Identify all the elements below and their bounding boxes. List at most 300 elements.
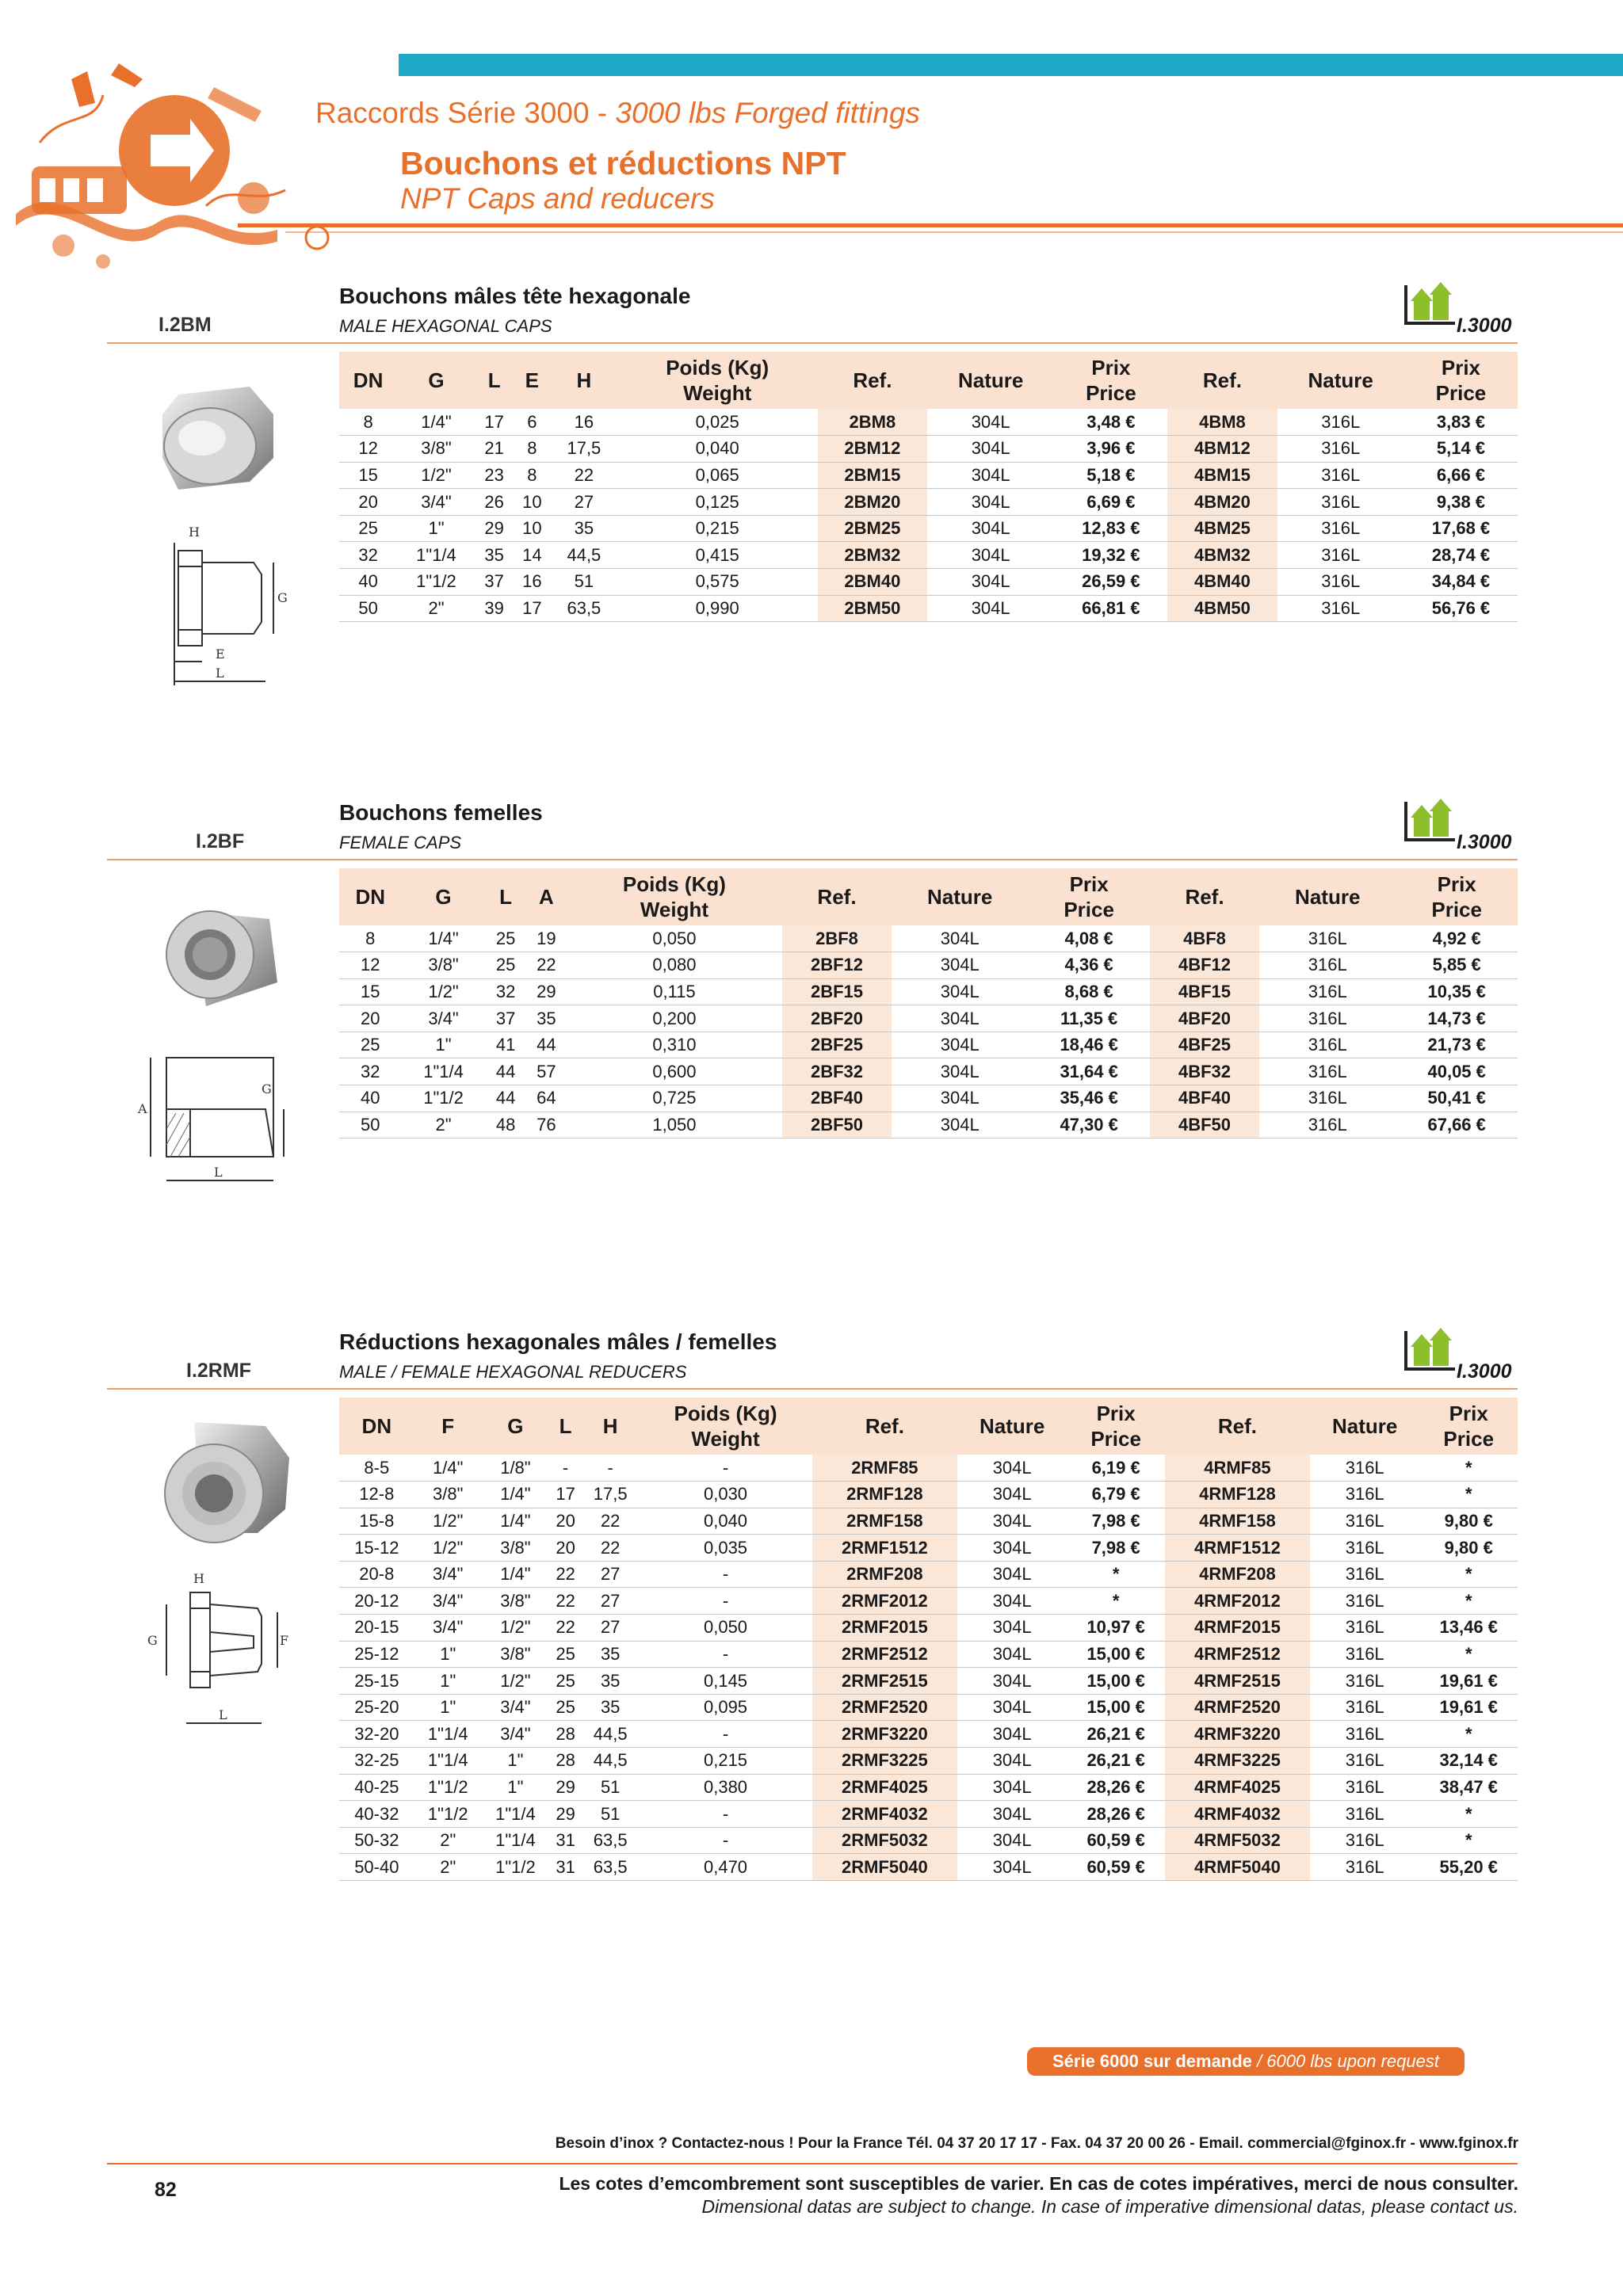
table-cell: 22 bbox=[582, 1508, 639, 1535]
footer-rule bbox=[107, 2163, 1518, 2164]
table-cell: 25 bbox=[486, 952, 526, 979]
table-cell: 2RMF5040 bbox=[812, 1854, 957, 1881]
table-cell: 22 bbox=[526, 952, 567, 979]
dim-label-g: G bbox=[277, 590, 288, 605]
table-cell: 29 bbox=[549, 1801, 582, 1828]
table-cell: 3/8" bbox=[482, 1641, 549, 1668]
table-cell: 4,92 € bbox=[1396, 925, 1518, 952]
table-cell: 2BM12 bbox=[818, 436, 927, 463]
table-cell: 28,26 € bbox=[1067, 1774, 1164, 1801]
column-header: G bbox=[397, 352, 475, 409]
table-cell: 0,040 bbox=[617, 436, 818, 463]
table-cell: 41 bbox=[486, 1032, 526, 1058]
table-cell: 25 bbox=[549, 1668, 582, 1695]
dim-label-l: L bbox=[216, 666, 224, 681]
table-cell: 304L bbox=[957, 1455, 1067, 1482]
table-cell: 4BF50 bbox=[1150, 1112, 1259, 1138]
reducer-photo bbox=[155, 1414, 293, 1553]
table-cell: 15-12 bbox=[339, 1535, 414, 1562]
table-cell: 47,30 € bbox=[1028, 1112, 1150, 1138]
dim-label-g: G bbox=[262, 1081, 272, 1097]
column-header: Prix Price bbox=[1028, 868, 1150, 925]
table-cell: 38,47 € bbox=[1419, 1774, 1518, 1801]
table-cell: 316L bbox=[1310, 1561, 1420, 1588]
table-cell: 6,66 € bbox=[1404, 462, 1518, 489]
table-cell: 4BM25 bbox=[1167, 515, 1277, 542]
table-cell: 40,05 € bbox=[1396, 1058, 1518, 1085]
table-cell: 316L bbox=[1310, 1482, 1420, 1508]
table-cell: 2RMF2520 bbox=[812, 1694, 957, 1721]
table-cell: 304L bbox=[957, 1535, 1067, 1562]
table-cell: 22 bbox=[551, 462, 617, 489]
table-header-row bbox=[339, 868, 1518, 925]
table-cell: - bbox=[639, 1455, 812, 1482]
table-cell: 40-25 bbox=[339, 1774, 414, 1801]
table-row bbox=[339, 1005, 1518, 1032]
table-cell: 5,18 € bbox=[1054, 462, 1167, 489]
table-row bbox=[339, 1641, 1518, 1668]
table-cell: 8 bbox=[339, 925, 402, 952]
table-header-row bbox=[339, 1398, 1518, 1455]
table-cell: 0,125 bbox=[617, 489, 818, 516]
table-cell: 2RMF3225 bbox=[812, 1748, 957, 1775]
table-cell: 316L bbox=[1259, 1058, 1396, 1085]
table-cell: 316L bbox=[1259, 952, 1396, 979]
table-cell: 2BF12 bbox=[782, 952, 892, 979]
table-cell: 21 bbox=[475, 436, 514, 463]
table-cell: 55,20 € bbox=[1419, 1854, 1518, 1881]
reducer-drawing bbox=[143, 1569, 289, 1739]
table-cell: 304L bbox=[957, 1801, 1067, 1828]
table-cell: 304L bbox=[957, 1588, 1067, 1615]
table-row bbox=[339, 1774, 1518, 1801]
table-cell: 50 bbox=[339, 595, 397, 622]
table-cell: 304L bbox=[957, 1774, 1067, 1801]
table-cell: 4BM20 bbox=[1167, 489, 1277, 516]
table-cell: 16 bbox=[551, 409, 617, 436]
table-cell: 15,00 € bbox=[1067, 1668, 1164, 1695]
table-cell: 1"1/4 bbox=[414, 1748, 482, 1775]
table-cell: 6,79 € bbox=[1067, 1482, 1164, 1508]
column-header: Nature bbox=[892, 868, 1028, 925]
table-cell: 0,575 bbox=[617, 569, 818, 596]
table-cell: 60,59 € bbox=[1067, 1854, 1164, 1881]
section-title: Bouchons mâles tête hexagonale bbox=[339, 284, 691, 308]
table-cell: 316L bbox=[1259, 1112, 1396, 1138]
table-cell: 2RMF2512 bbox=[812, 1641, 957, 1668]
table-cell: 51 bbox=[582, 1774, 639, 1801]
table-cell: 6 bbox=[513, 409, 551, 436]
table-cell: 0,415 bbox=[617, 542, 818, 569]
table-cell: 10 bbox=[513, 515, 551, 542]
table-cell: 4BF40 bbox=[1150, 1085, 1259, 1112]
table-cell: 40-32 bbox=[339, 1801, 414, 1828]
table-cell: 44 bbox=[486, 1058, 526, 1085]
table-cell: 316L bbox=[1310, 1641, 1420, 1668]
dim-label-a: A bbox=[138, 1101, 147, 1116]
table-cell: 20 bbox=[549, 1535, 582, 1562]
table-cell: 29 bbox=[475, 515, 514, 542]
column-header: Ref. bbox=[1165, 1398, 1310, 1455]
table-cell: * bbox=[1067, 1588, 1164, 1615]
table-cell: 1/2" bbox=[482, 1615, 549, 1642]
table-cell: 0,030 bbox=[639, 1482, 812, 1508]
section-rule bbox=[107, 1388, 1518, 1390]
table-cell: 316L bbox=[1310, 1535, 1420, 1562]
column-header: Poids (Kg) Weight bbox=[567, 868, 782, 925]
table-cell: * bbox=[1419, 1482, 1518, 1508]
table-cell: - bbox=[639, 1561, 812, 1588]
table-cell: 2RMF128 bbox=[812, 1482, 957, 1508]
table-header-row bbox=[339, 352, 1518, 409]
table-cell: 2BF20 bbox=[782, 1005, 892, 1032]
table-cell: 4RMF3220 bbox=[1165, 1721, 1310, 1748]
table-cell: - bbox=[639, 1721, 812, 1748]
table-cell: 17 bbox=[475, 409, 514, 436]
table-cell: 1" bbox=[414, 1668, 482, 1695]
table-cell: 4BM12 bbox=[1167, 436, 1277, 463]
table-cell: 316L bbox=[1259, 925, 1396, 952]
section-title: Bouchons femelles bbox=[339, 800, 543, 825]
table-cell: 304L bbox=[957, 1827, 1067, 1854]
table-cell: 1/2" bbox=[402, 978, 486, 1005]
header-color-bar bbox=[399, 54, 1623, 76]
table-cell: 25 bbox=[549, 1641, 582, 1668]
table-cell: 304L bbox=[927, 436, 1054, 463]
table-cell: 4BF8 bbox=[1150, 925, 1259, 952]
table-row bbox=[339, 1535, 1518, 1562]
column-header: DN bbox=[339, 352, 397, 409]
table-cell: 1"1/4 bbox=[397, 542, 475, 569]
table-cell: 316L bbox=[1259, 1085, 1396, 1112]
section-title: Réductions hexagonales mâles / femelles bbox=[339, 1329, 777, 1354]
table-cell: 2BF50 bbox=[782, 1112, 892, 1138]
table-cell: 1/2" bbox=[414, 1535, 482, 1562]
table-cell: 0,725 bbox=[567, 1085, 782, 1112]
table-cell: 1"1/4 bbox=[482, 1827, 549, 1854]
table-cell: 8 bbox=[339, 409, 397, 436]
table-cell: 22 bbox=[549, 1615, 582, 1642]
table-cell: 28 bbox=[549, 1721, 582, 1748]
table-cell: 19 bbox=[526, 925, 567, 952]
table-cell: 316L bbox=[1310, 1854, 1420, 1881]
table-cell: 3/4" bbox=[397, 489, 475, 516]
table-cell: 13,46 € bbox=[1419, 1615, 1518, 1642]
table-cell: 27 bbox=[551, 489, 617, 516]
table-cell: 316L bbox=[1310, 1615, 1420, 1642]
table-cell: 1/8" bbox=[482, 1455, 549, 1482]
table-cell: 3,48 € bbox=[1054, 409, 1167, 436]
table-cell: * bbox=[1419, 1455, 1518, 1482]
table-cell: 66,81 € bbox=[1054, 595, 1167, 622]
table-cell: 25 bbox=[486, 925, 526, 952]
table-cell: - bbox=[639, 1801, 812, 1828]
table-cell: 316L bbox=[1310, 1508, 1420, 1535]
table-cell: 1/4" bbox=[414, 1455, 482, 1482]
table-cell: 2" bbox=[414, 1827, 482, 1854]
table-cell: 0,040 bbox=[639, 1508, 812, 1535]
table-cell: 1/2" bbox=[482, 1668, 549, 1695]
table-cell: 76 bbox=[526, 1112, 567, 1138]
table-cell: 26,21 € bbox=[1067, 1748, 1164, 1775]
table-cell: 32,14 € bbox=[1419, 1748, 1518, 1775]
table-row bbox=[339, 1032, 1518, 1058]
male-cap-photo bbox=[155, 379, 281, 498]
table-cell: 304L bbox=[957, 1668, 1067, 1695]
table-cell: 2BF32 bbox=[782, 1058, 892, 1085]
column-header: L bbox=[475, 352, 514, 409]
table-cell: 0,470 bbox=[639, 1854, 812, 1881]
table-cell: 50-32 bbox=[339, 1827, 414, 1854]
table-cell: 2" bbox=[414, 1854, 482, 1881]
table-cell: 304L bbox=[957, 1615, 1067, 1642]
table-row bbox=[339, 1748, 1518, 1775]
table-cell: 12 bbox=[339, 952, 402, 979]
table-cell: 3/4" bbox=[414, 1561, 482, 1588]
table-cell: 0,145 bbox=[639, 1668, 812, 1695]
table-cell: 37 bbox=[486, 1005, 526, 1032]
table-row bbox=[339, 1482, 1518, 1508]
table-cell: 4RMF1512 bbox=[1165, 1535, 1310, 1562]
table-cell: 2RMF3220 bbox=[812, 1721, 957, 1748]
table-cell: 31 bbox=[549, 1827, 582, 1854]
table-cell: 27 bbox=[582, 1561, 639, 1588]
table-cell: 2BF15 bbox=[782, 978, 892, 1005]
table-cell: 51 bbox=[551, 569, 617, 596]
column-header: DN bbox=[339, 868, 402, 925]
dim-label-e: E bbox=[216, 646, 225, 662]
table-cell: 4BF32 bbox=[1150, 1058, 1259, 1085]
table-cell: 2BF8 bbox=[782, 925, 892, 952]
table-cell: 316L bbox=[1310, 1721, 1420, 1748]
table-row bbox=[339, 1827, 1518, 1854]
table-row bbox=[339, 462, 1518, 489]
table-cell: 50 bbox=[339, 1112, 402, 1138]
table-cell: 1" bbox=[482, 1774, 549, 1801]
table-cell: 25 bbox=[549, 1694, 582, 1721]
table-cell: 4RMF2520 bbox=[1165, 1694, 1310, 1721]
table-cell: 9,80 € bbox=[1419, 1535, 1518, 1562]
table-cell: 26,59 € bbox=[1054, 569, 1167, 596]
column-header: Prix Price bbox=[1054, 352, 1167, 409]
table-cell: 1" bbox=[414, 1694, 482, 1721]
table-cell: 35 bbox=[582, 1641, 639, 1668]
table-cell: 15,00 € bbox=[1067, 1694, 1164, 1721]
reducers-table bbox=[339, 1398, 1518, 1881]
column-header: Prix Price bbox=[1419, 1398, 1518, 1455]
table-cell: 35 bbox=[475, 542, 514, 569]
table-cell: 21,73 € bbox=[1396, 1032, 1518, 1058]
table-cell: 316L bbox=[1277, 542, 1404, 569]
table-cell: 29 bbox=[549, 1774, 582, 1801]
table-cell: 29 bbox=[526, 978, 567, 1005]
dim-label-h: H bbox=[189, 524, 200, 540]
table-cell: 67,66 € bbox=[1396, 1112, 1518, 1138]
table-cell: 4BM8 bbox=[1167, 409, 1277, 436]
column-header: Nature bbox=[1310, 1398, 1420, 1455]
table-cell: 2BM20 bbox=[818, 489, 927, 516]
table-cell: 2RMF1512 bbox=[812, 1535, 957, 1562]
table-cell: 4RMF2515 bbox=[1165, 1668, 1310, 1695]
table-cell: 316L bbox=[1310, 1694, 1420, 1721]
column-header: H bbox=[582, 1398, 639, 1455]
table-cell: 28,74 € bbox=[1404, 542, 1518, 569]
table-cell: 14,73 € bbox=[1396, 1005, 1518, 1032]
table-row bbox=[339, 1058, 1518, 1085]
table-cell: 8 bbox=[513, 436, 551, 463]
table-cell: 1,050 bbox=[567, 1112, 782, 1138]
table-cell: 1/4" bbox=[402, 925, 486, 952]
table-cell: 44 bbox=[526, 1032, 567, 1058]
table-cell: 15 bbox=[339, 462, 397, 489]
table-cell: 20-15 bbox=[339, 1615, 414, 1642]
table-cell: 16 bbox=[513, 569, 551, 596]
table-cell: 0,080 bbox=[567, 952, 782, 979]
table-cell: 35 bbox=[526, 1005, 567, 1032]
table-cell: 2RMF2012 bbox=[812, 1588, 957, 1615]
table-cell: 35,46 € bbox=[1028, 1085, 1150, 1112]
table-cell: 1/2" bbox=[397, 462, 475, 489]
table-cell: 0,215 bbox=[617, 515, 818, 542]
table-cell: 304L bbox=[892, 1058, 1028, 1085]
table-row bbox=[339, 1508, 1518, 1535]
table-cell: 11,35 € bbox=[1028, 1005, 1150, 1032]
table-cell: 304L bbox=[927, 409, 1054, 436]
table-cell: 44,5 bbox=[582, 1721, 639, 1748]
table-row bbox=[339, 1854, 1518, 1881]
table-cell: 316L bbox=[1277, 515, 1404, 542]
table-cell: 316L bbox=[1277, 409, 1404, 436]
table-cell: 0,310 bbox=[567, 1032, 782, 1058]
table-cell: 316L bbox=[1310, 1455, 1420, 1482]
column-header: Prix Price bbox=[1404, 352, 1518, 409]
table-cell: 35 bbox=[551, 515, 617, 542]
table-cell: 40 bbox=[339, 1085, 402, 1112]
table-cell: 25-15 bbox=[339, 1668, 414, 1695]
table-cell: 4BF15 bbox=[1150, 978, 1259, 1005]
section-code: I.2BM bbox=[158, 314, 212, 336]
column-header: Ref. bbox=[782, 868, 892, 925]
table-cell: 63,5 bbox=[551, 595, 617, 622]
table-cell: 304L bbox=[957, 1854, 1067, 1881]
table-cell: 3/8" bbox=[397, 436, 475, 463]
dim-label-h: H bbox=[193, 1571, 204, 1586]
table-cell: 1"1/2 bbox=[414, 1801, 482, 1828]
column-header: A bbox=[526, 868, 567, 925]
table-cell: 0,025 bbox=[617, 409, 818, 436]
section-rule bbox=[107, 859, 1518, 860]
table-cell: 2RMF208 bbox=[812, 1561, 957, 1588]
table-cell: 17,68 € bbox=[1404, 515, 1518, 542]
table-cell: 3/4" bbox=[482, 1694, 549, 1721]
table-cell: 4BM32 bbox=[1167, 542, 1277, 569]
table-cell: 304L bbox=[892, 978, 1028, 1005]
table-cell: 304L bbox=[957, 1721, 1067, 1748]
table-cell: * bbox=[1067, 1561, 1164, 1588]
table-cell: 4RMF2015 bbox=[1165, 1615, 1310, 1642]
table-cell: 304L bbox=[892, 952, 1028, 979]
table-row bbox=[339, 569, 1518, 596]
standard-label: I.3000 bbox=[1457, 831, 1512, 853]
header-decoration bbox=[16, 48, 388, 285]
table-cell: 6,19 € bbox=[1067, 1455, 1164, 1482]
table-cell: 7,98 € bbox=[1067, 1535, 1164, 1562]
female-caps-table bbox=[339, 868, 1518, 1138]
table-row bbox=[339, 978, 1518, 1005]
table-cell: 3/4" bbox=[414, 1615, 482, 1642]
table-cell: 3,96 € bbox=[1054, 436, 1167, 463]
table-cell: 316L bbox=[1259, 978, 1396, 1005]
table-cell: 304L bbox=[892, 1085, 1028, 1112]
table-cell: 1" bbox=[397, 515, 475, 542]
table-cell: 0,200 bbox=[567, 1005, 782, 1032]
table-cell: 4BM40 bbox=[1167, 569, 1277, 596]
table-cell: 1/4" bbox=[482, 1561, 549, 1588]
table-row bbox=[339, 1668, 1518, 1695]
table-cell: 40 bbox=[339, 569, 397, 596]
table-cell: 17,5 bbox=[582, 1482, 639, 1508]
table-cell: * bbox=[1419, 1641, 1518, 1668]
table-cell: 28 bbox=[549, 1748, 582, 1775]
column-header: Ref. bbox=[818, 352, 927, 409]
table-cell: 0,035 bbox=[639, 1535, 812, 1562]
table-cell: 316L bbox=[1310, 1774, 1420, 1801]
table-cell: 15 bbox=[339, 978, 402, 1005]
table-cell: 10,35 € bbox=[1396, 978, 1518, 1005]
table-cell: 4RMF85 bbox=[1165, 1455, 1310, 1482]
table-cell: 25-20 bbox=[339, 1694, 414, 1721]
series-title: Raccords Série 3000 - 3000 lbs Forged fittings bbox=[315, 97, 921, 129]
table-cell: 44,5 bbox=[582, 1748, 639, 1775]
table-cell: 4BF25 bbox=[1150, 1032, 1259, 1058]
table-cell: 57 bbox=[526, 1058, 567, 1085]
table-cell: 4,08 € bbox=[1028, 925, 1150, 952]
disclaimer-fr: Les cotes d’emcombrement sont susceptibles de varier. En cas de cotes impératives, merci de nous consulter. bbox=[559, 2173, 1518, 2194]
table-cell: 1"1/2 bbox=[402, 1085, 486, 1112]
table-cell: 2BM15 bbox=[818, 462, 927, 489]
table-cell: 1/4" bbox=[482, 1508, 549, 1535]
table-cell: 2RMF5032 bbox=[812, 1827, 957, 1854]
table-cell: 2RMF4032 bbox=[812, 1801, 957, 1828]
table-cell: 316L bbox=[1310, 1748, 1420, 1775]
table-cell: 3/8" bbox=[482, 1535, 549, 1562]
table-cell: 2RMF2515 bbox=[812, 1668, 957, 1695]
column-header: E bbox=[513, 352, 551, 409]
section-code: I.2RMF bbox=[186, 1360, 251, 1382]
table-cell: - bbox=[582, 1455, 639, 1482]
table-cell: 304L bbox=[927, 515, 1054, 542]
column-header: Prix Price bbox=[1067, 1398, 1164, 1455]
table-cell: 304L bbox=[957, 1694, 1067, 1721]
table-row bbox=[339, 515, 1518, 542]
table-cell: 1"1/2 bbox=[397, 569, 475, 596]
table-cell: 304L bbox=[927, 542, 1054, 569]
section-subtitle: MALE / FEMALE HEXAGONAL REDUCERS bbox=[339, 1362, 687, 1382]
table-cell: 32-20 bbox=[339, 1721, 414, 1748]
table-cell: 1"1/4 bbox=[414, 1721, 482, 1748]
male-caps-table bbox=[339, 352, 1518, 622]
female-cap-drawing bbox=[127, 1046, 285, 1196]
table-cell: 20-8 bbox=[339, 1561, 414, 1588]
table-cell: * bbox=[1419, 1801, 1518, 1828]
table-cell: 304L bbox=[892, 1005, 1028, 1032]
table-cell: - bbox=[639, 1641, 812, 1668]
table-cell: 5,14 € bbox=[1404, 436, 1518, 463]
table-cell: 35 bbox=[582, 1668, 639, 1695]
table-row bbox=[339, 1455, 1518, 1482]
table-cell: 5,85 € bbox=[1396, 952, 1518, 979]
table-cell: 1"1/2 bbox=[414, 1774, 482, 1801]
